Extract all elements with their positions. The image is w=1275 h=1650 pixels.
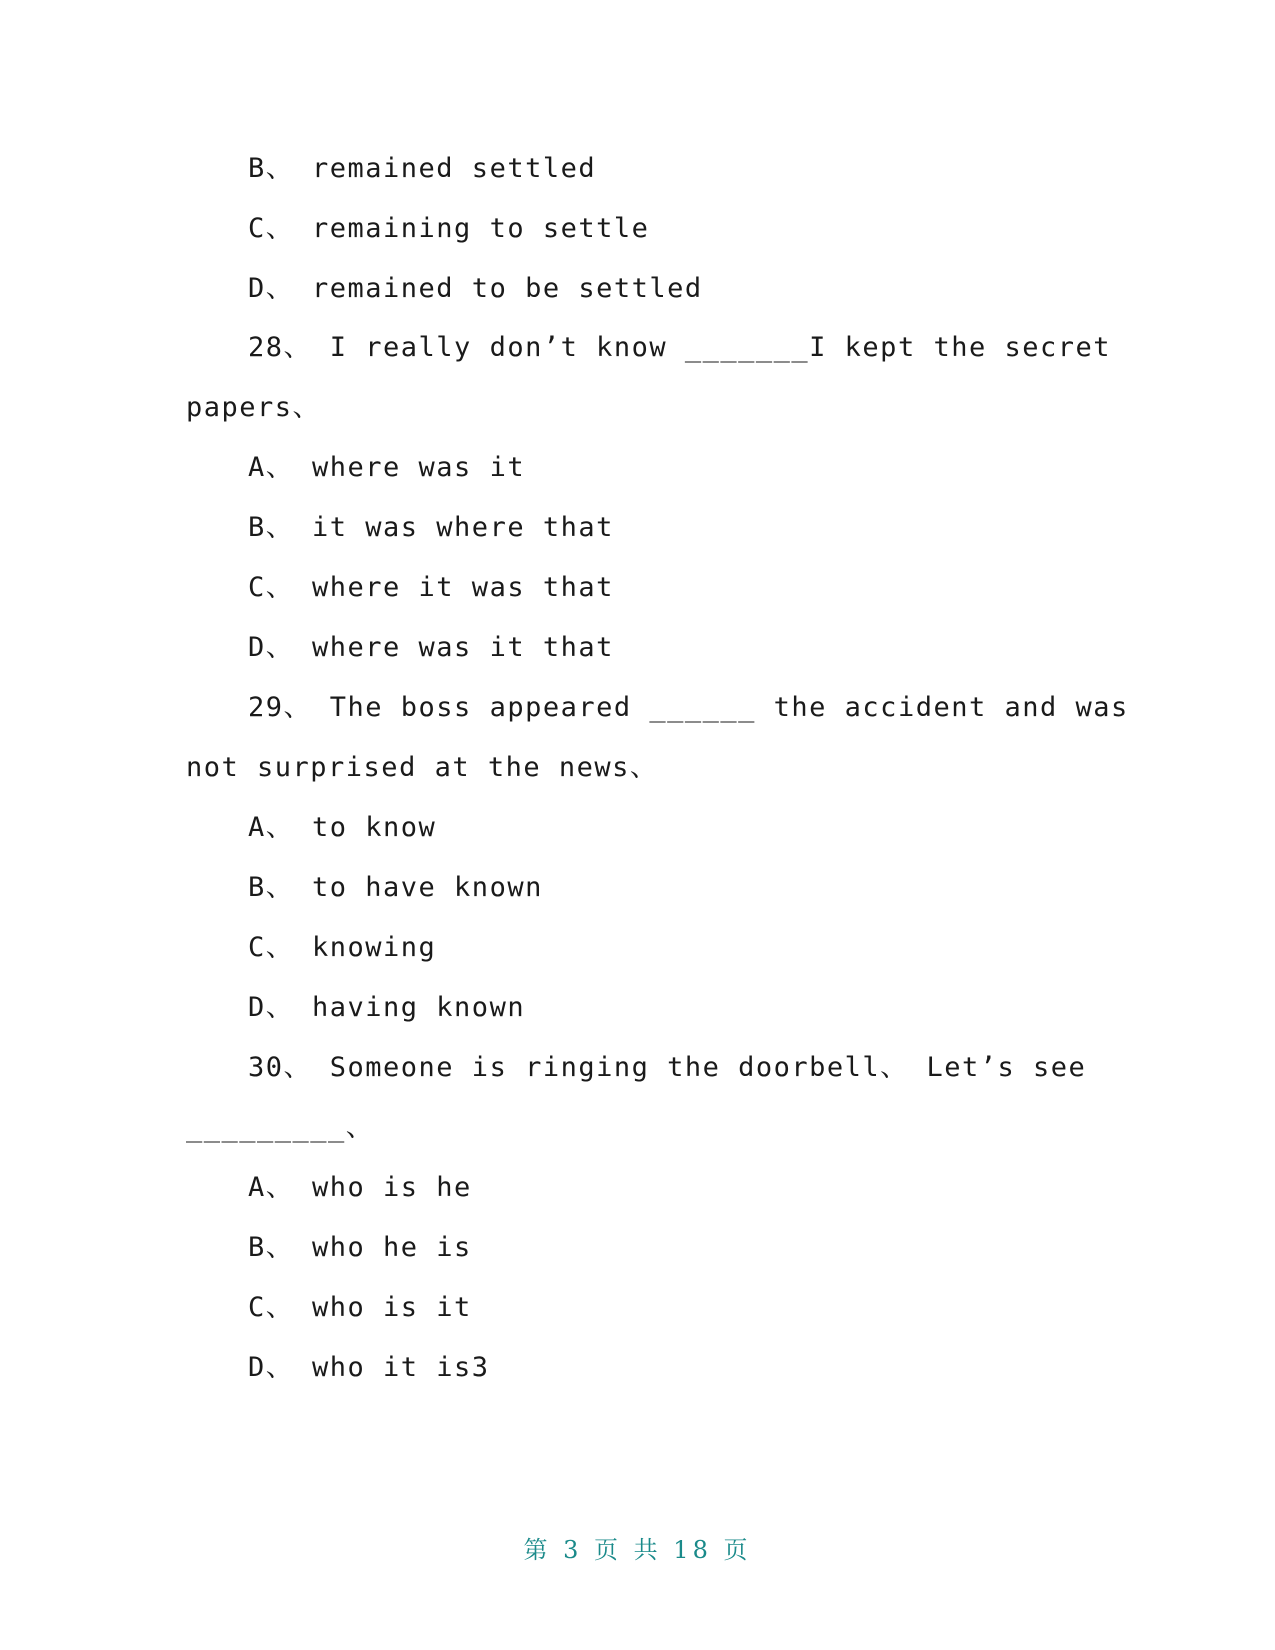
q27-option-b: B、 remained settled <box>248 153 597 184</box>
q28-option-b: B、 it was where that <box>248 512 614 543</box>
page-number-footer: 第 3 页 共 18 页 <box>523 1536 752 1564</box>
q28-option-c: C、 where it was that <box>248 572 614 603</box>
q30-option-d: D、 who it is3 <box>248 1352 490 1383</box>
q27-option-d: D、 remained to be settled <box>248 273 703 304</box>
q28-option-d: D、 where was it that <box>248 632 614 663</box>
q27-option-c: C、 remaining to settle <box>248 213 650 244</box>
q28-stem-line1: 28、 I really don’t know _______I kept the secret <box>248 332 1112 363</box>
q29-option-a: A、 to know <box>248 812 437 843</box>
q29-option-c: C、 knowing <box>248 932 437 963</box>
q29-stem-line2: not surprised at the news、 <box>186 752 659 783</box>
q30-stem-line2: _________、 <box>186 1112 375 1143</box>
q28-option-a: A、 where was it <box>248 452 526 483</box>
q30-option-c: C、 who is it <box>248 1292 472 1323</box>
q30-stem-line1: 30、 Someone is ringing the doorbell、 Let’s see <box>248 1052 1087 1083</box>
q28-stem-line2: papers、 <box>186 392 322 423</box>
q29-option-d: D、 having known <box>248 992 526 1023</box>
q30-option-b: B、 who he is <box>248 1232 472 1263</box>
q30-option-a: A、 who is he <box>248 1172 472 1203</box>
q29-option-b: B、 to have known <box>248 872 543 903</box>
q29-stem-line1: 29、 The boss appeared ______ the accident and was <box>248 692 1129 723</box>
